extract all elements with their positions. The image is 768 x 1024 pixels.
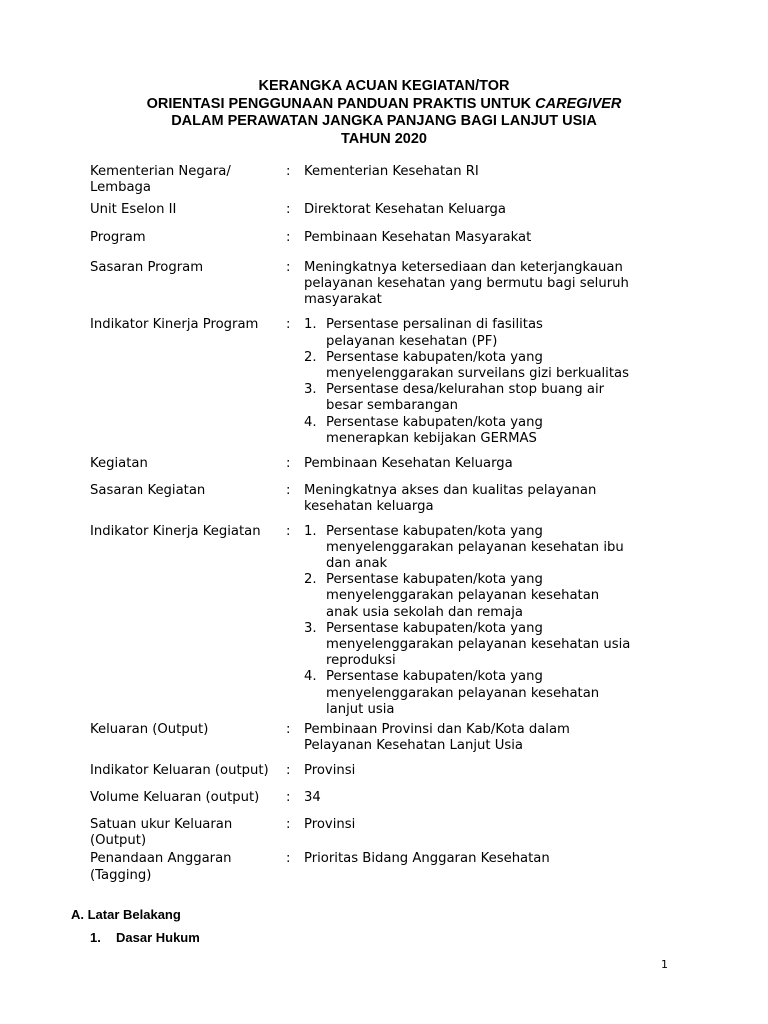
row-value-line: Meningkatnya ketersediaan dan keterjangkauan [304,259,623,275]
row-colon: : [286,229,291,245]
row-label: Keluaran (Output) [90,722,209,738]
list-text-line: Persentase kabupaten/kota yang [326,620,543,636]
list-text [326,350,680,382]
list-text [326,572,680,621]
list-item [304,350,680,382]
list-item [304,669,680,718]
list-text-line: menerapkan kebijakan GERMAS [326,430,537,446]
row-kementerian [90,164,680,196]
list-text-line: menyelenggarakan pelayanan kesehatan ibu [326,539,624,555]
list-text-line: Persentase kabupaten/kota yang [326,669,543,685]
list-text-line: lanjut usia [326,701,395,717]
row-value: Provinsi [304,762,356,778]
title-line-2-text: ORIENTASI PENGGUNAAN PANDUAN PRAKTIS UNTUK [146,95,536,112]
list-text [326,317,680,349]
list-text-line: pelayanan kesehatan (PF) [326,333,498,349]
list-number: 2. [304,572,317,588]
list-item [304,317,680,349]
row-label: Sasaran Program [90,259,204,275]
row-colon: : [286,259,291,275]
list-text [326,669,680,718]
row-value-line: kesehatan keluarga [304,499,434,515]
row-colon: : [286,317,291,333]
list-number: 1. [304,523,317,539]
list-text-line: anak usia sekolah dan remaja [326,604,523,620]
list-text-line: Persentase desa/kelurahan stop buang air [326,382,605,398]
row-label: Unit Eselon II [90,202,177,218]
row-sasaran-program [90,260,680,309]
row-program [90,230,680,246]
indicator-list [304,524,680,718]
row-value [304,483,680,515]
list-text [326,524,680,573]
title-line-2 [0,96,768,114]
row-value: Prioritas Bidang Anggaran Kesehatan [304,851,550,867]
list-number: 3. [304,382,317,398]
row-value: Direktorat Kesehatan Keluarga [304,202,506,218]
row-penandaan-anggaran [90,851,680,883]
list-text-line: Persentase persalinan di fasilitas [326,317,543,333]
row-sasaran-kegiatan [90,483,680,515]
row-colon: : [286,456,291,472]
list-text-line: dan anak [326,556,388,572]
list-text-line: Persentase kabupaten/kota yang [326,523,543,539]
tor-table [90,164,680,884]
row-keluaran [90,722,680,754]
row-colon: : [286,762,291,778]
row-colon: : [286,523,291,539]
row-value [304,260,680,309]
row-value: Kementerian Kesehatan RI [304,164,479,179]
row-label-line: (Output) [90,833,147,849]
row-label: Program [90,229,146,245]
row-value-line: Meningkatnya akses dan kualitas pelayanan [304,483,597,499]
list-text [326,415,680,447]
list-number: 3. [304,620,317,636]
row-indikator-kinerja-program [90,317,680,447]
row-value [304,524,680,718]
row-value-line: Pelayanan Kesehatan Lanjut Usia [304,738,523,754]
row-colon: : [286,483,291,499]
list-number: 4. [304,669,317,685]
row-label-line: Lembaga [90,180,151,196]
list-text-line: besar sembarangan [326,398,459,414]
section-heading-latar-belakang: A. Latar Belakang [71,907,181,922]
row-indikator-kinerja-kegiatan [90,524,680,718]
row-label-line: (Tagging) [90,867,152,883]
row-value: Pembinaan Kesehatan Keluarga [304,456,513,472]
subsection-number: 1. [90,930,101,945]
row-label: Volume Keluaran (output) [90,789,260,805]
row-colon: : [286,202,291,218]
row-value [304,317,680,447]
row-label: Sasaran Kegiatan [90,483,206,499]
row-value: Pembinaan Kesehatan Masyarakat [304,229,532,245]
list-text [326,621,680,670]
row-label [90,851,286,883]
row-label: Indikator Kinerja Program [90,317,259,333]
list-item [304,621,680,670]
row-colon: : [286,789,291,805]
subsection-heading-dasar-hukum [90,930,200,946]
row-value-line: pelayanan kesehatan yang bermutu bagi seluruh [304,276,629,292]
list-text-line: menyelenggarakan pelayanan kesehatan [326,685,600,701]
row-label [90,817,286,849]
list-number: 2. [304,349,317,365]
title-line-3: DALAM PERAWATAN JANGKA PANJANG BAGI LANJUT USIA [171,113,597,129]
title-caregiver-word: CAREGIVER [535,95,622,112]
list-text-line: menyelenggarakan surveilans gizi berkualitas [326,366,629,382]
list-text-line: Persentase kabupaten/kota yang [326,572,543,588]
row-indikator-keluaran [90,763,680,779]
list-item [304,572,680,621]
row-label-line: Satuan ukur Keluaran [90,816,233,832]
row-value-line: masyarakat [304,292,382,308]
title-line-1: KERANGKA ACUAN KEGIATAN/TOR [258,78,510,94]
row-unit-eselon [90,202,680,218]
row-colon: : [286,164,291,179]
indicator-list [304,317,680,447]
row-colon: : [286,722,291,738]
title-line-4: TAHUN 2020 [341,130,427,147]
page-number: 1 [661,958,668,971]
row-label-line: Kementerian Negara/ [90,164,231,179]
list-text-line: menyelenggarakan pelayanan kesehatan usia [326,637,631,653]
list-number: 1. [304,317,317,333]
list-item [304,415,680,447]
row-kegiatan [90,456,680,472]
row-value-line: Pembinaan Provinsi dan Kab/Kota dalam [304,722,570,738]
row-label: Kegiatan [90,456,148,472]
list-text-line: Persentase kabupaten/kota yang [326,349,543,365]
list-text [326,382,680,414]
row-label-line: Penandaan Anggaran [90,851,232,867]
list-text-line: Persentase kabupaten/kota yang [326,414,543,430]
row-label: Indikator Kinerja Kegiatan [90,523,261,539]
list-text-line: reproduksi [326,653,396,669]
row-satuan-ukur [90,817,680,849]
list-item [304,524,680,573]
row-volume-keluaran [90,790,680,806]
subsection-label: Dasar Hukum [116,930,200,945]
row-value [304,722,680,754]
list-text-line: menyelenggarakan pelayanan kesehatan [326,588,600,604]
list-number: 4. [304,414,317,430]
list-item [304,382,680,414]
row-colon: : [286,816,291,832]
row-label: Indikator Keluaran (output) [90,762,269,778]
document-title [0,78,768,148]
row-value: 34 [304,789,321,805]
row-value: Provinsi [304,816,356,832]
row-colon: : [286,851,291,867]
row-label [90,164,286,196]
